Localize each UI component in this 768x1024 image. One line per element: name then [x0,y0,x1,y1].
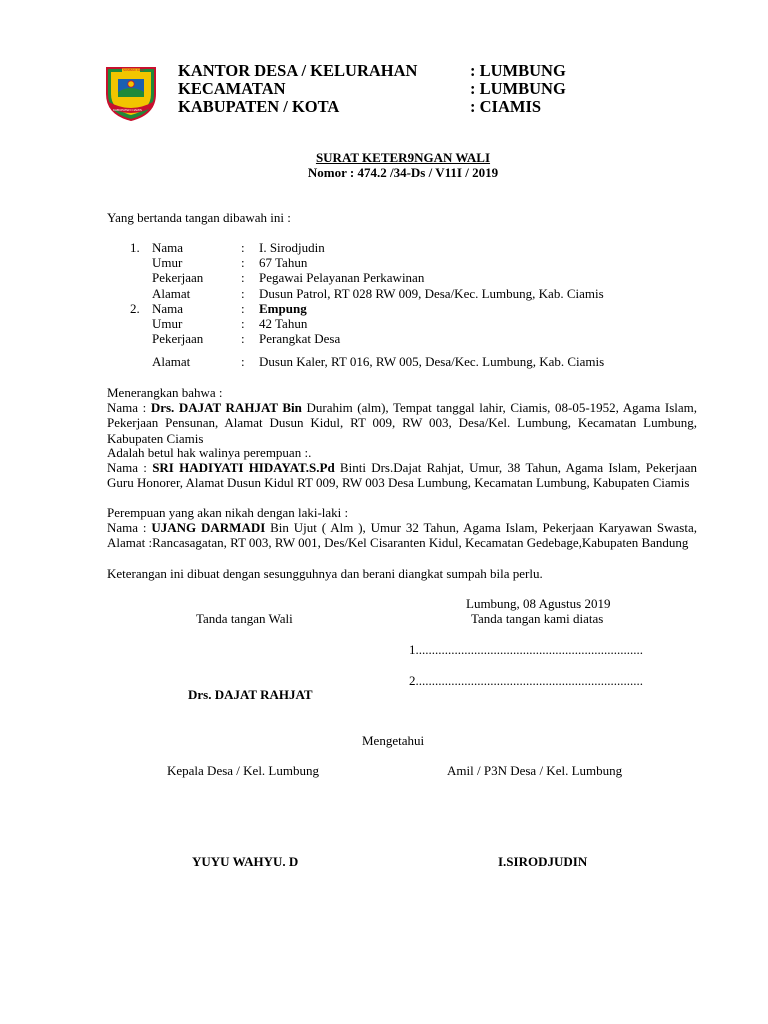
person-2-number: 2. [130,301,140,316]
kepala-desa-label: Kepala Desa / Kel. Lumbung [167,763,319,778]
groom-name: UJANG DARMADI [151,520,266,535]
closing-statement: Keterangan ini dibuat dengan sesungguhnya dan berani diangkat sumpah bila perlu. [107,566,543,581]
wali-name: Drs. DAJAT RAHJAT [188,687,313,702]
father-prefix: Nama : [107,400,151,415]
emblem-ribbon-text: KABUPATEN CIAMIS [113,108,142,112]
bride-name: SRI HADIYATI HIDAYAT.S.Pd [152,460,335,475]
emblem-svg [104,64,158,122]
header-value-kantor: : LUMBUNG [470,61,566,80]
person-1-job-colon: : [241,270,245,285]
person-1-name-value: I. Sirodjudin [259,240,325,255]
header-value-kabupaten: : CIAMIS [470,97,542,116]
amil-name: I.SIRODJUDIN [498,854,588,869]
person-2-address-label: Alamat [152,354,191,369]
regency-emblem-icon [104,64,158,122]
father-paragraph [107,400,697,446]
letter-number: Nomor : 474.2 /34-Ds / V11I / 2019 [307,165,499,180]
person-2-address-colon: : [241,354,245,369]
groom-paragraph [107,520,697,551]
intro-text: Yang bertanda tangan dibawah ini : [107,210,291,225]
father-details: Durahim (alm), Tempat tanggal lahir, Ciamis, 08-05-1952, Agama Islam, Pekerjaan Pensunan, Alamat Dusun Kidul, RT 009, RW 003, Desa/Kel. Lumbung, Kecamatan Lumbung, Kabupaten Ciamis [107,400,697,446]
wali-statement: Adalah betul hak walinya perempuan :. [107,445,312,460]
person-2-name-colon: : [241,301,245,316]
person-1-name-label: Nama [152,240,184,255]
person-1-age-label: Umur [152,255,183,270]
person-2-address-value: Dusun Kaler, RT 016, RW 005, Desa/Kec. Lumbung, Kab. Ciamis [259,354,605,369]
person-2-age-colon: : [241,316,245,331]
bride-paragraph [107,460,697,491]
header-value-kecamatan: : LUMBUNG [470,79,566,98]
header-label-kantor: KANTOR DESA / KELURAHAN [178,61,418,80]
wali-signature-label: Tanda tangan Wali [196,611,293,626]
person-2-age-label: Umur [152,316,183,331]
mengetahui-label: Mengetahui [362,733,425,748]
person-2-job-value: Perangkat Desa [259,331,341,346]
menerangkan-text: Menerangkan bahwa : [107,385,223,400]
person-1-address-label: Alamat [152,286,191,301]
person-1-address-colon: : [241,286,245,301]
person-1-age-colon: : [241,255,245,270]
place-date: Lumbung, 08 Agustus 2019 [466,596,611,611]
groom-intro: Perempuan yang akan nikah dengan laki-laki : [107,505,349,520]
person-2-name-value: Empung [259,301,307,316]
person-1-job-value: Pegawai Pelayanan Perkawinan [259,270,425,285]
header-label-kabupaten: KABUPATEN / KOTA [178,97,340,116]
signature-line-1: 1...................................................................... [409,642,643,657]
person-1-job-label: Pekerjaan [152,270,204,285]
header-label-kecamatan: KECAMATAN [178,79,286,98]
person-2-job-label: Pekerjaan [152,331,204,346]
signature-line-2: 2...................................................................... [409,673,643,688]
person-1-number: 1. [130,240,140,255]
person-1-address-value: Dusun Patrol, RT 028 RW 009, Desa/Kec. Lumbung, Kab. Ciamis [259,286,604,301]
person-2-age-value: 42 Tahun [259,316,308,331]
person-1-name-colon: : [241,240,245,255]
groom-prefix: Nama : [107,520,152,535]
amil-label: Amil / P3N Desa / Kel. Lumbung [447,763,623,778]
person-2-name-label: Nama [152,301,184,316]
letter-title: SURAT KETER9NGAN WALI [315,150,491,165]
father-name: Drs. DAJAT RAHJAT Bin [150,400,302,415]
bride-prefix: Nama : [107,460,153,475]
groom-details: Bin Ujut ( Alm ), Umur 32 Tahun, Agama Islam, Pekerjaan Karyawan Swasta, Alamat :Rancasagatan, RT 003, RW 001, Des/Kel Cisaranten Kidul, Kecamatan Gedebage,Kabupaten Bandung [107,520,697,551]
person-2-job-colon: : [241,331,245,346]
bride-details: Binti Drs.Dajat Rahjat, Umur, 38 Tahun, Agama Islam, Pekerjaan Guru Honorer, Alamat Dusun Kidul RT 009, RW 003 Desa Lumbung, Kecamatan Lumbung, Kabupaten Ciamis [107,460,698,491]
person-1-age-value: 67 Tahun [259,255,308,270]
signers-label: Tanda tangan kami diatas [471,611,604,626]
kepala-desa-name: YUYU WAHYU. D [192,854,299,869]
emblem-top-text: SUMBAD JASA [123,68,145,72]
